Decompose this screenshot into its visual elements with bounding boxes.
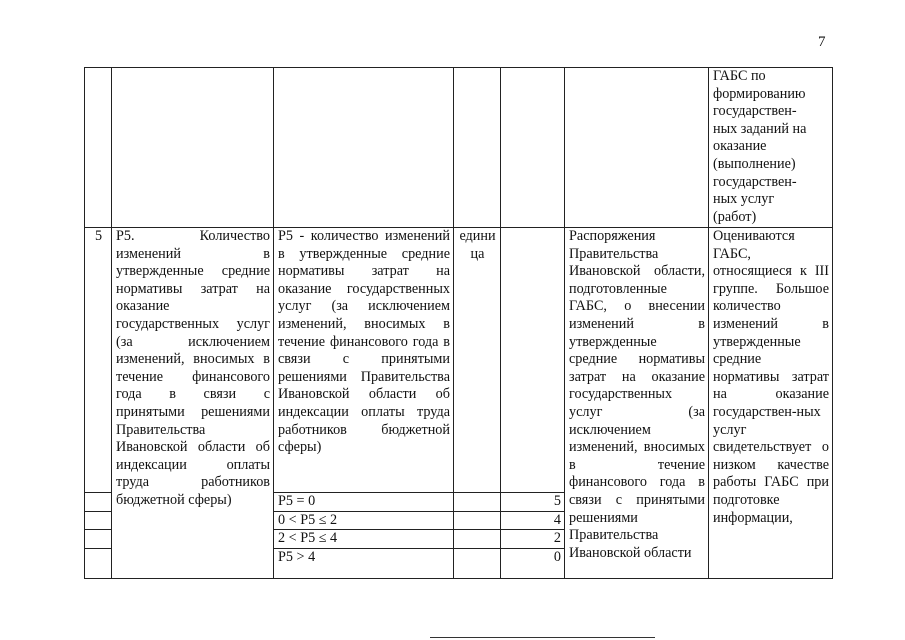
score-condition: 2 < Р5 ≤ 4	[274, 530, 454, 549]
table-row	[85, 228, 833, 493]
score-value: 0	[501, 548, 565, 578]
indicator-comment: Оцениваются ГАБС, относящиеся к III группе. Большое количество изменений в утвержденные средние нормативы затрат на оказание государствен-ных услуг свидетельствует о низком качестве работы ГАБС при подготовке информации,	[709, 228, 833, 579]
score-condition: Р5 = 0	[274, 493, 454, 512]
score-value: 2	[501, 530, 565, 549]
indicator-table	[84, 67, 833, 579]
score-value: 4	[501, 511, 565, 530]
page-number: 7	[818, 34, 826, 50]
score-condition: Р5 > 4	[274, 548, 454, 578]
indicator-formula: Р5 - количество изменений в утвержденные средние нормативы затрат на оказание государственных услуг (за исключением изменений, вносимых в течение финансового года в связи с принятыми решениями Правительства Ивановской области об индексации оплаты труда работников бюджетной сферы)	[274, 228, 454, 493]
table-row	[85, 68, 833, 228]
score-condition: 0 < Р5 ≤ 2	[274, 511, 454, 530]
bottom-divider	[430, 637, 655, 638]
indicator-number: 5	[85, 228, 112, 493]
score-value: 5	[501, 493, 565, 512]
indicator-unit: едини ца	[454, 228, 501, 493]
indicator-source: Распоряжения Правительства Ивановской области, подготовленные ГАБС, о внесении изменений в утвержденные средние нормативы затрат на оказание государственных услуг (за исключением изменений, вносимых в течение финансового года в связи с принятыми решениями Правительства Ивановской области	[565, 228, 709, 579]
indicator-name: Р5. Количество изменений в утвержденные средние нормативы затрат на оказание государственных услуг (за исключением изменений, вносимых в течение финансового года в связи с принятыми решениями Правительства Ивановской области об индексации оплаты труда работников бюджетной сферы)	[112, 228, 274, 579]
continuation-comment: ГАБС по формированию государствен- ных заданий на оказание (выполнение) государствен- ных услуг (работ)	[709, 68, 833, 228]
